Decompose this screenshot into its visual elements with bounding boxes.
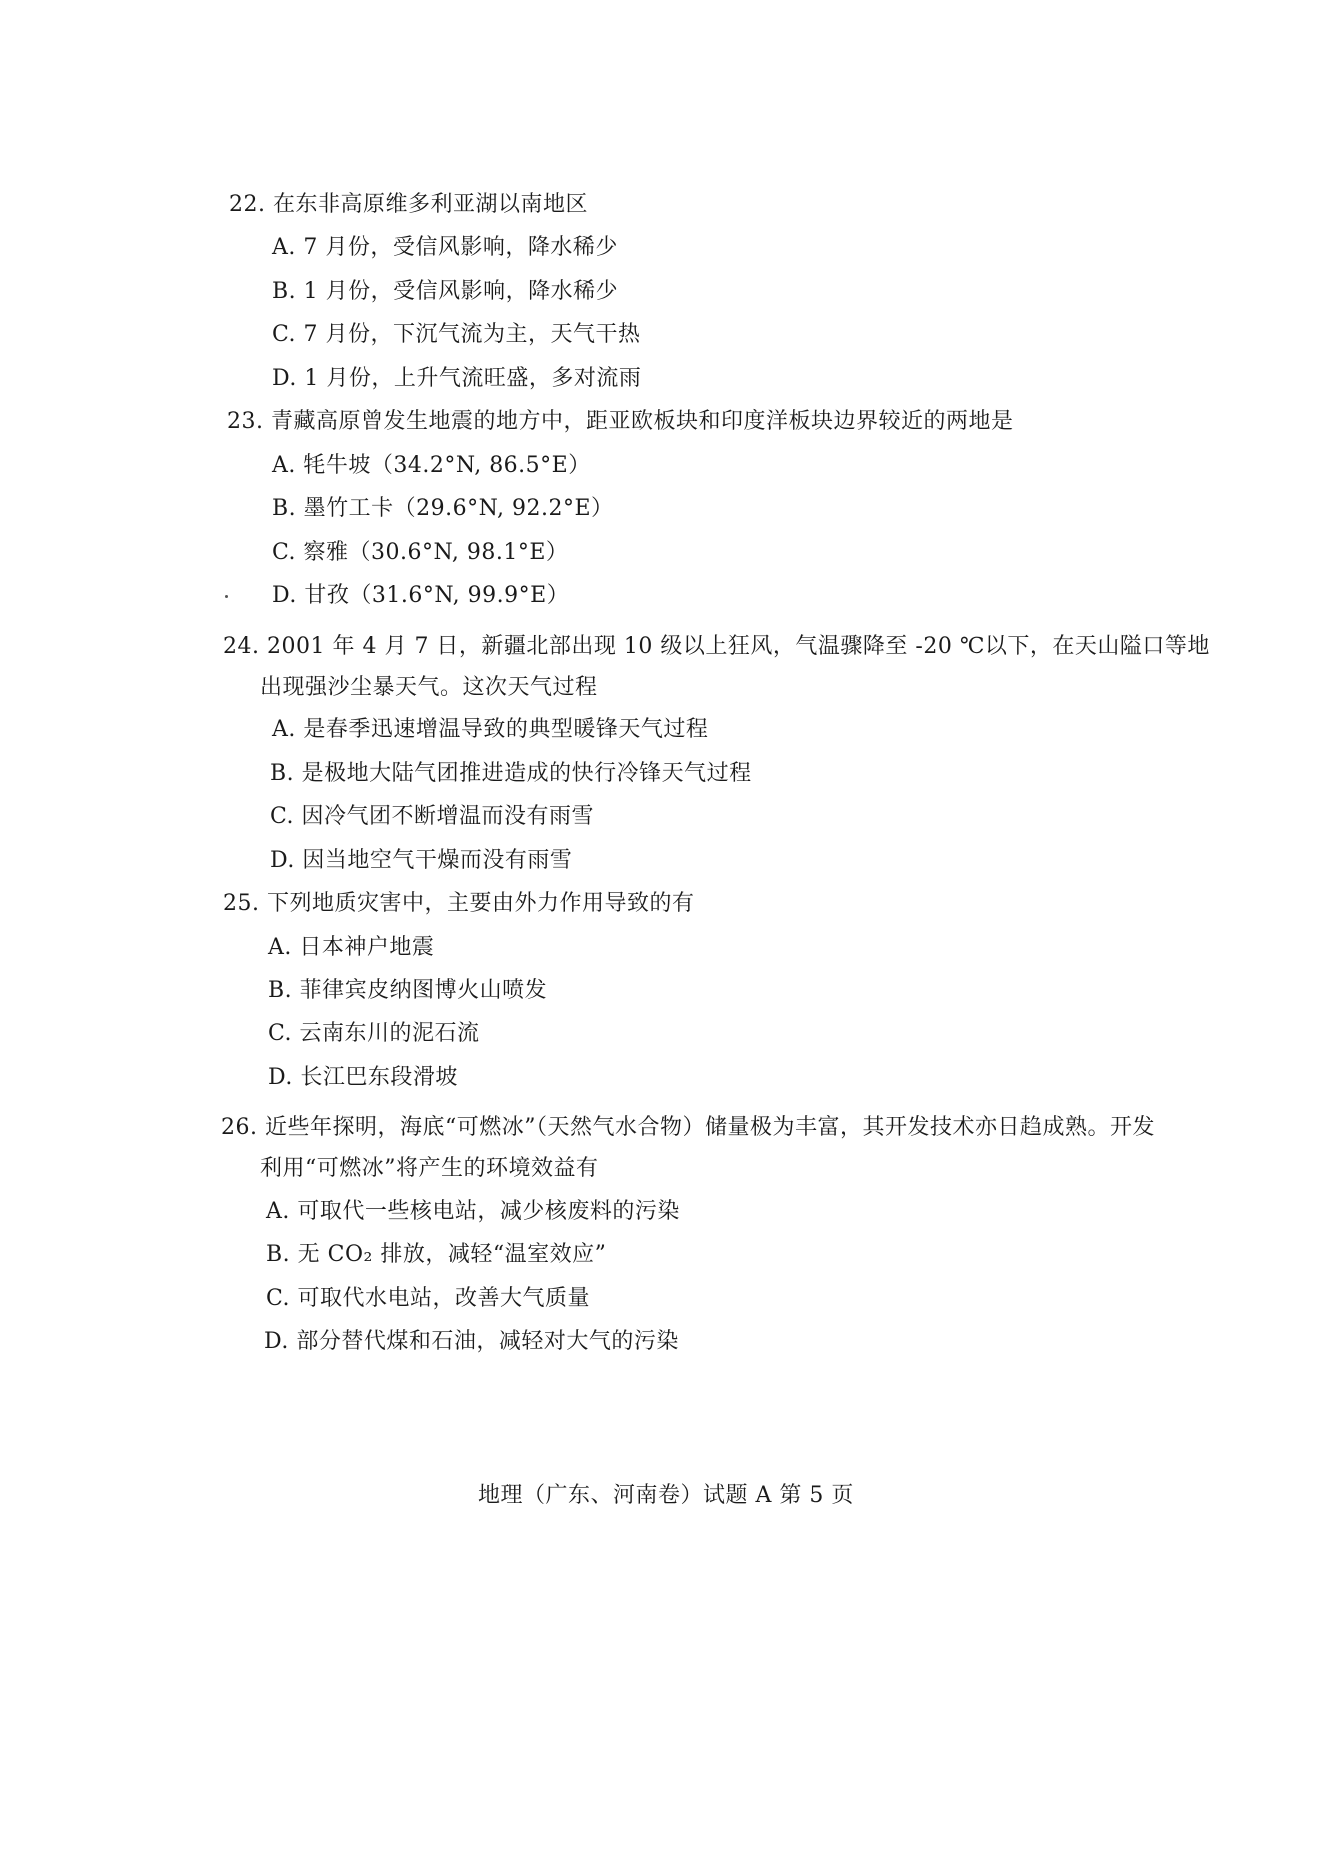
page-footer: 地理（广东、河南卷）试题 A 第 5 页 — [478, 1483, 854, 1508]
scan-speck — [225, 595, 228, 598]
question-24-stem-line-1: 24. 2001 年 4 月 7 日，新疆北部出现 10 级以上狂风，气温骤降至 -20 ℃以下，在天山隘口等地 — [223, 634, 1210, 659]
question-24-stem-line-2: 出现强沙尘暴天气。这次天气过程 — [260, 675, 598, 700]
question-22-option-a: A. 7 月份，受信风影响，降水稀少 — [272, 235, 618, 260]
question-25-option-d: D. 长江巴东段滑坡 — [268, 1065, 458, 1090]
question-26-stem-line-2: 利用“可燃冰”将产生的环境效益有 — [260, 1156, 599, 1181]
question-23-stem: 23. 青藏高原曾发生地震的地方中，距亚欧板块和印度洋板块边界较近的两地是 — [227, 409, 1014, 434]
question-25-option-b: B. 菲律宾皮纳图博火山喷发 — [268, 978, 548, 1003]
question-25-option-c: C. 云南东川的泥石流 — [268, 1021, 480, 1046]
question-24-option-c: C. 因冷气团不断增温而没有雨雪 — [270, 804, 595, 829]
question-22-option-c: C. 7 月份，下沉气流为主，天气干热 — [272, 322, 641, 347]
question-24-option-b: B. 是极地大陆气团推进造成的快行冷锋天气过程 — [270, 761, 752, 786]
question-26-option-d: D. 部分替代煤和石油，减轻对大气的污染 — [264, 1329, 679, 1354]
question-26-option-a: A. 可取代一些核电站，减少核废料的污染 — [266, 1199, 680, 1224]
question-26-option-c: C. 可取代水电站，改善大气质量 — [266, 1286, 591, 1311]
question-24-option-a: A. 是春季迅速增温导致的典型暖锋天气过程 — [272, 717, 709, 742]
question-22-stem: 22. 在东非高原维多利亚湖以南地区 — [229, 192, 588, 217]
question-23-option-a: A. 牦牛坡（34.2°N, 86.5°E） — [272, 453, 591, 478]
question-26-stem-line-1: 26. 近些年探明，海底“可燃冰”（天然气水合物）储量极为丰富，其开发技术亦日趋成熟。开发 — [221, 1115, 1155, 1140]
question-22-option-d: D. 1 月份，上升气流旺盛，多对流雨 — [272, 366, 642, 391]
question-25-stem: 25. 下列地质灾害中，主要由外力作用导致的有 — [223, 891, 695, 916]
question-26-option-b: B. 无 CO₂ 排放，减轻“温室效应” — [266, 1242, 607, 1267]
question-23-option-c: C. 察雅（30.6°N, 98.1°E） — [272, 540, 569, 565]
question-25-option-a: A. 日本神户地震 — [268, 935, 435, 960]
question-22-option-b: B. 1 月份，受信风影响，降水稀少 — [272, 279, 619, 304]
question-23-option-b: B. 墨竹工卡（29.6°N, 92.2°E） — [272, 496, 614, 521]
question-23-option-d: D. 甘孜（31.6°N, 99.9°E） — [272, 583, 570, 608]
question-24-option-d: D. 因当地空气干燥而没有雨雪 — [270, 848, 573, 873]
